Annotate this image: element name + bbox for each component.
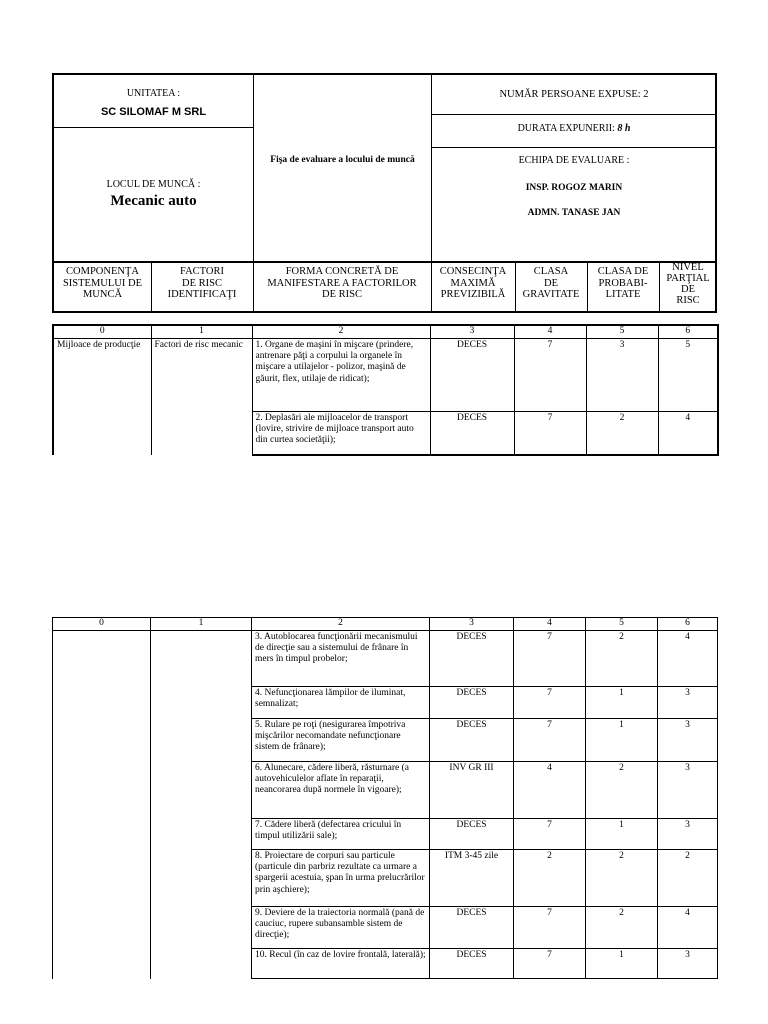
col-header-line: PROBABI- <box>598 277 648 289</box>
col-header-line: PARŢIAL <box>666 273 710 285</box>
col-header-line: SISTEMULUI DE <box>62 277 143 289</box>
probabilitate-cell: 2 <box>586 631 658 687</box>
gravitate-cell: 7 <box>514 339 586 412</box>
nivel-cell: 3 <box>658 819 718 850</box>
componenta-cell: Mijloace de producţie <box>53 339 151 455</box>
forma-cell: 9. Deviere de la traiectoria normală (pană de cauciuc, rupere subansamble sistem de direcţie); <box>252 907 430 949</box>
forma-cell: 1. Organe de maşini în mişcare (prindere, antrenare păţi a corpului la organele în mişcare a utilajelor - polizor, maşină de găurit, flex, utilaje de ridicat); <box>252 339 430 412</box>
unitatea-label: UNITATEA : <box>126 88 181 99</box>
index-cell: 3 <box>430 325 514 339</box>
col-header-line: MANIFESTARE A FACTORILOR <box>267 277 417 289</box>
index-cell: 6 <box>658 325 718 339</box>
consecinta-cell: DECES <box>430 719 514 762</box>
forma-cell: 7. Cădere liberă (defectarea cricului în timpul utilizării sale); <box>252 819 430 850</box>
index-cell: 6 <box>658 618 718 631</box>
consecinta-cell: DECES <box>430 687 514 719</box>
nivel-cell: 3 <box>658 687 718 719</box>
nivel-cell: 2 <box>658 850 718 907</box>
forma-cell: 5. Rulare pe roţi (nesigurarea împotriva mişcărilor necomandate nefuncţionare sistem de frânare); <box>252 719 430 762</box>
factor-cell: Factori de risc mecanic <box>151 339 252 455</box>
col-header-consecinta <box>431 266 515 301</box>
col-header-forma <box>253 266 431 301</box>
index-cell: 1 <box>151 325 252 339</box>
col-header-line: FACTORI <box>180 266 224 277</box>
durata-expunerii <box>431 123 717 135</box>
col-header-line: COMPONENŢA <box>66 266 139 277</box>
probabilitate-cell: 1 <box>586 819 658 850</box>
consecinta-cell: DECES <box>430 631 514 687</box>
probabilitate-cell: 2 <box>586 850 658 907</box>
col-header-line: DE RISC <box>322 289 362 301</box>
col-header-line: IDENTIFICAŢI <box>167 289 237 301</box>
risk-table-2 <box>52 617 718 979</box>
durata-label: DURATA EXPUNERII: <box>517 123 615 134</box>
forma-cell: 2. Deplasări ale mijloacelor de transport (lovire, strivire de mijloace transport auto din curtea societăţii); <box>252 412 430 455</box>
col-header-nivel <box>659 262 717 306</box>
consecinta-cell: ITM 3-45 zile <box>430 850 514 907</box>
gravitate-cell: 7 <box>514 949 586 979</box>
forma-cell: 3. Autoblocarea funcţionării mecanismului de direcţie sau a sistemului de frânare în mers în timpul probelor; <box>252 631 430 687</box>
nivel-cell: 4 <box>658 412 718 455</box>
header-block <box>52 73 717 313</box>
index-row <box>53 325 718 339</box>
col-header-factori <box>151 266 253 301</box>
loc-munca-value: Mecanic auto <box>110 193 197 209</box>
index-cell: 3 <box>430 618 514 631</box>
forma-cell: 6. Alunecare, cădere liberă, răsturnare (a autovehiculelor aflate în reparaţii, neancorarea după normele în vigoare); <box>252 762 430 819</box>
gravitate-cell: 7 <box>514 819 586 850</box>
col-header-line: FORMA CONCRETĂ DE <box>285 266 399 277</box>
col-header-line: LITATE <box>605 289 641 301</box>
forma-cell: 8. Proiectare de corpuri sau particule (particule din parbriz rezultate ca urmare a spargerii acestuia, şpan în urma prelucrărilor prin aşchiere); <box>252 850 430 907</box>
col-header-line: CONSECINŢA <box>439 266 507 277</box>
risk-table-1 <box>52 324 719 456</box>
index-cell: 4 <box>514 618 586 631</box>
componenta-cell <box>53 631 151 979</box>
index-cell: 1 <box>151 618 252 631</box>
evaluator-1: INSP. ROGOZ MARIN <box>525 183 623 193</box>
gravitate-cell: 2 <box>514 850 586 907</box>
probabilitate-cell: 1 <box>586 719 658 762</box>
probabilitate-cell: 1 <box>586 949 658 979</box>
consecinta-cell: DECES <box>430 339 514 412</box>
col-header-line: MUNCĂ <box>82 289 123 301</box>
table-row <box>53 339 718 412</box>
gravitate-cell: 7 <box>514 719 586 762</box>
company-name: SC SILOMAF M SRL <box>100 106 207 118</box>
forma-cell: 4. Nefuncţionarea lămpilor de iluminat, semnalizat; <box>252 687 430 719</box>
index-cell: 5 <box>586 325 658 339</box>
gravitate-cell: 7 <box>514 412 586 455</box>
index-cell: 2 <box>252 325 430 339</box>
probabilitate-cell: 1 <box>586 687 658 719</box>
col-header-componenta <box>54 266 151 301</box>
echipa-label: ECHIPA DE EVALUARE : <box>518 155 630 166</box>
index-cell: 2 <box>252 618 430 631</box>
probabilitate-cell: 3 <box>586 339 658 412</box>
nivel-cell: 3 <box>658 949 718 979</box>
col-header-gravitate <box>515 266 587 301</box>
table-row <box>53 631 718 687</box>
gravitate-cell: 7 <box>514 687 586 719</box>
index-cell: 0 <box>53 618 151 631</box>
loc-munca-label: LOCUL DE MUNCĂ : <box>106 179 201 190</box>
col-header-line: DE RISC <box>182 277 222 289</box>
col-header-line: NIVEL <box>672 262 704 273</box>
col-header-line: RISC <box>676 295 700 307</box>
nivel-cell: 5 <box>658 339 718 412</box>
col-header-line: CLASA DE <box>597 266 649 277</box>
factor-cell <box>151 631 252 979</box>
index-cell: 5 <box>586 618 658 631</box>
index-cell: 4 <box>514 325 586 339</box>
col-header-line: DE <box>681 284 695 296</box>
col-header-probabilitate <box>587 266 659 301</box>
evaluator-2: ADMN. TANASE JAN <box>527 208 621 218</box>
consecinta-cell: DECES <box>430 949 514 979</box>
gravitate-cell: 4 <box>514 762 586 819</box>
document-title: Fişa de evaluare a locului de muncă <box>270 155 415 165</box>
index-cell: 0 <box>53 325 151 339</box>
gravitate-cell: 7 <box>514 631 586 687</box>
gravitate-cell: 7 <box>514 907 586 949</box>
persoane-expuse: NUMĂR PERSOANE EXPUSE: 2 <box>499 89 649 100</box>
probabilitate-cell: 2 <box>586 412 658 455</box>
consecinta-cell: DECES <box>430 907 514 949</box>
consecinta-cell: DECES <box>430 412 514 455</box>
nivel-cell: 4 <box>658 907 718 949</box>
index-row <box>53 618 718 631</box>
forma-cell: 10. Recul (în caz de lovire frontală, laterală); <box>252 949 430 979</box>
consecinta-cell: DECES <box>430 819 514 850</box>
col-header-line: PREVIZIBILĂ <box>440 289 506 301</box>
col-header-line: MAXIMĂ <box>450 277 496 289</box>
nivel-cell: 4 <box>658 631 718 687</box>
col-header-line: GRAVITATE <box>522 289 580 301</box>
nivel-cell: 3 <box>658 719 718 762</box>
consecinta-cell: INV GR III <box>430 762 514 819</box>
nivel-cell: 3 <box>658 762 718 819</box>
durata-value: 8 h <box>617 123 631 134</box>
probabilitate-cell: 2 <box>586 907 658 949</box>
col-header-line: CLASA <box>533 266 569 277</box>
col-header-line: DE <box>544 277 558 289</box>
probabilitate-cell: 2 <box>586 762 658 819</box>
